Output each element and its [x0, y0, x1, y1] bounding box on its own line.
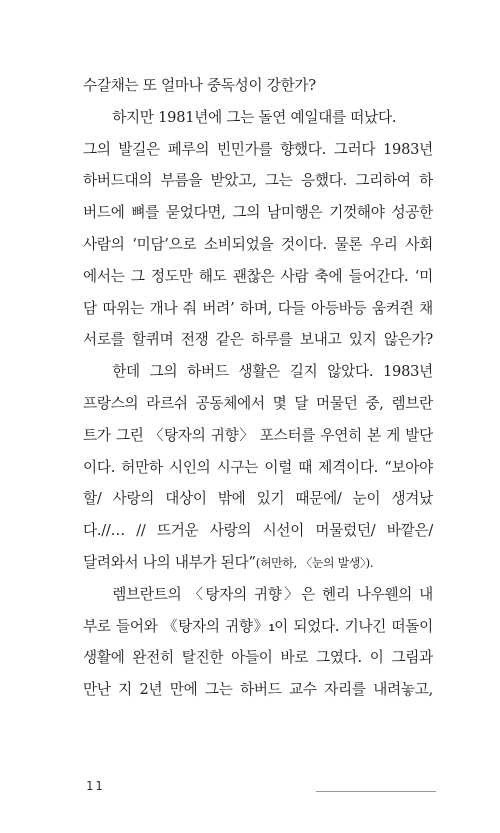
text-line: 버드에 뼈를 묻었다면, 그의 남미행은 기껏해야 성공한: [83, 204, 433, 222]
quote-end-text: 달려와서 나의 내부가 된다”: [83, 553, 256, 571]
quote-citation: (허만하, 〈눈의 발생〉).: [255, 555, 374, 570]
text-line: 생활에 완전히 탈진한 아들이 바로 그였다. 이 그림과: [83, 649, 433, 667]
text-line: 만난 지 2년 만에 그는 하버드 교수 자리를 내려놓고,: [83, 681, 433, 699]
text-line: 다.//… // 뜨거운 사랑의 시선이 머물렀던/ 바깥은/: [83, 522, 433, 540]
paragraph-start-line: 하지만 1981년에 그는 돌연 예일대를 떠났다.: [112, 108, 397, 126]
text-line: 프랑스의 라르쉬 공동체에서 몇 달 머물던 중, 렘브란: [83, 394, 433, 412]
text-line: [83, 547, 433, 579]
book-title-text: 부로 들어와 《탕자의 귀향》: [83, 617, 269, 635]
page-number: 11: [86, 779, 105, 793]
text-line: 서로를 할퀴며 전쟁 같은 하루를 보내고 있지 않은가?: [83, 331, 433, 349]
line-tail-text: 이 되었다. 기나긴 떠돌이: [274, 617, 433, 635]
footer-rule: [316, 791, 436, 792]
text-line: 그의 발길은 페루의 빈민가를 향했다. 그러다 1983년: [83, 140, 433, 158]
text-line: 할/ 사랑의 대상이 밖에 있기 때문에/ 눈이 생겨났: [83, 490, 433, 508]
text-line: 담 따위는 개나 줘 버려’ 하며, 다들 아등바등 움켜쥔 채: [83, 299, 433, 317]
text-line: [83, 611, 433, 643]
text-line: 에서는 그 정도만 해도 괜찮은 사람 축에 들어간다. ‘미: [83, 267, 433, 285]
body-text: [83, 70, 433, 706]
page-footer: [66, 779, 436, 799]
text-line: 이다. 허만하 시인의 시구는 이럴 때 제격이다. “보아야: [83, 458, 433, 476]
paragraph-start-line: 한데 그의 하버드 생활은 길지 않았다. 1983년: [112, 363, 433, 381]
text-line: 수갈채는 또 얼마나 중독성이 강한가?: [83, 77, 316, 94]
text-line: 트가 그린 〈탕자의 귀향〉 포스터를 우연히 본 게 발단: [83, 426, 433, 444]
text-line: 사람의 ‘미담’으로 소비되었을 것이다. 물론 우리 사회: [83, 235, 433, 253]
footnote-marker[interactable]: 1: [268, 622, 275, 634]
paragraph-start-line: 렘브란트의 〈탕자의 귀향〉은 헨리 나우웬의 내: [112, 585, 433, 603]
text-line: 하버드대의 부름을 받았고, 그는 응했다. 그리하여 하: [83, 172, 433, 190]
